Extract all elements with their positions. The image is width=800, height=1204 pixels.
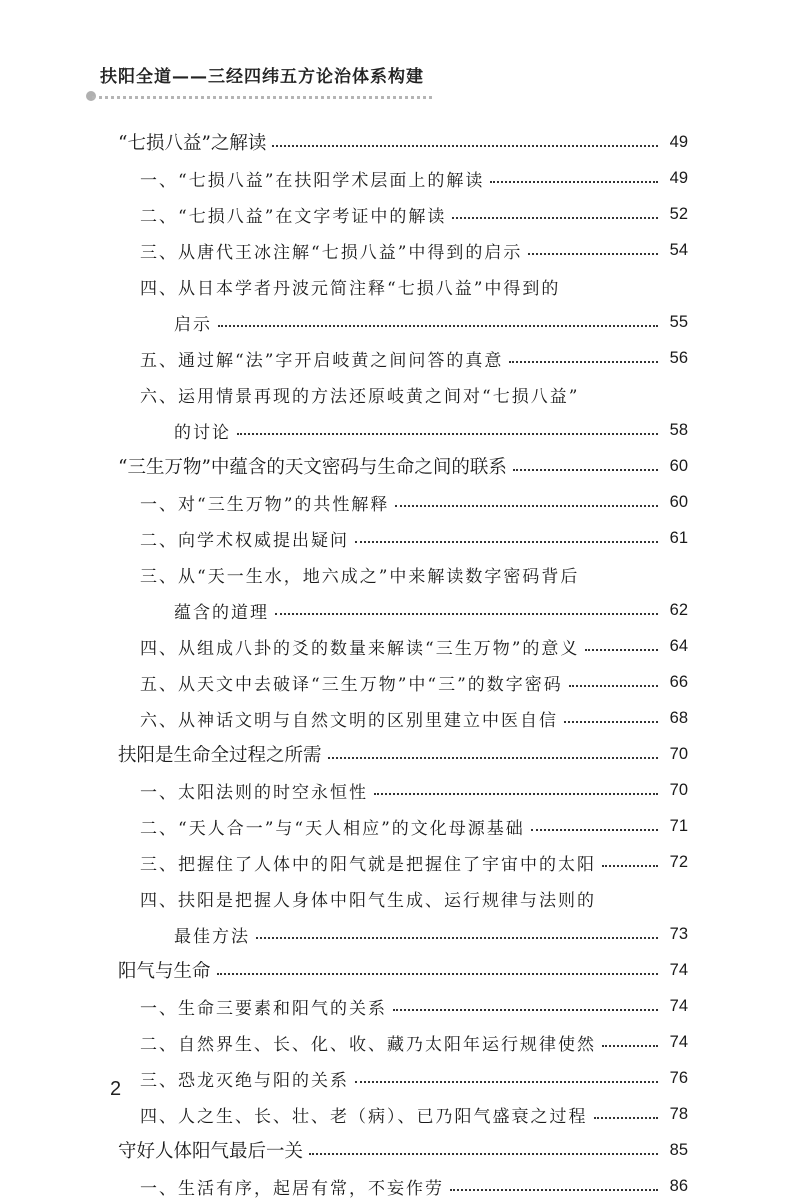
toc-section[interactable] bbox=[118, 1132, 688, 1168]
toc-entry-title: 五、通过解“法”字开启岐黄之间问答的真意 bbox=[140, 350, 504, 371]
toc-subsection[interactable] bbox=[118, 160, 688, 196]
toc-entry-title: 六、运用情景再现的方法还原岐黄之间对“七损八益” bbox=[140, 386, 580, 407]
leader-dots bbox=[450, 1188, 658, 1191]
leader-dots bbox=[328, 756, 658, 759]
toc-page-number: 58 bbox=[669, 420, 688, 439]
toc-subsection[interactable] bbox=[118, 844, 688, 880]
toc-entry-title: 阳气与生命 bbox=[118, 961, 211, 982]
toc-subsection[interactable] bbox=[118, 772, 688, 808]
toc-entry-title: 二、“七损八益”在文字考证中的解读 bbox=[140, 206, 447, 227]
leader-dots bbox=[513, 468, 658, 471]
leader-dots bbox=[452, 216, 658, 219]
toc-page-number: 70 bbox=[669, 780, 688, 799]
toc-entry-title: 三、从“天一生水，地六成之”中来解读数字密码背后 bbox=[140, 566, 580, 587]
toc-page-number: 54 bbox=[669, 240, 688, 259]
toc-page-number: 49 bbox=[669, 132, 688, 151]
toc-section[interactable] bbox=[118, 124, 688, 160]
table-of-contents bbox=[118, 124, 688, 1204]
toc-entry-title-continued: 启示 bbox=[174, 314, 212, 335]
leader-dots bbox=[569, 684, 658, 687]
leader-dots bbox=[602, 1044, 658, 1047]
leader-dots bbox=[564, 720, 658, 723]
toc-entry-title: “三生万物”中蕴含的天文密码与生命之间的联系 bbox=[118, 457, 507, 478]
leader-dots bbox=[272, 144, 658, 147]
toc-entry-title: 五、从天文中去破译“三生万物”中“三”的数字密码 bbox=[140, 674, 563, 695]
toc-page-number: 55 bbox=[669, 312, 688, 331]
leader-dots bbox=[355, 540, 658, 543]
toc-subsection[interactable] bbox=[118, 1096, 688, 1132]
leader-dots bbox=[275, 612, 658, 615]
toc-subsection[interactable] bbox=[118, 664, 688, 700]
toc-page-number: 72 bbox=[669, 852, 688, 871]
toc-entry-title: 一、生活有序，起居有常，不妄作劳 bbox=[140, 1178, 444, 1199]
toc-entry-title: 三、从唐代王冰注解“七损八益”中得到的启示 bbox=[140, 242, 523, 263]
leader-dots bbox=[355, 1080, 658, 1083]
leader-dots bbox=[602, 864, 658, 867]
toc-subsection[interactable] bbox=[118, 1024, 688, 1060]
toc-subsection[interactable] bbox=[118, 268, 688, 340]
toc-entry-title-continued: 蕴含的道理 bbox=[174, 602, 269, 623]
toc-subsection[interactable] bbox=[118, 808, 688, 844]
toc-entry-title: 一、太阳法则的时空永恒性 bbox=[140, 782, 368, 803]
toc-page-number: 86 bbox=[669, 1176, 688, 1195]
running-header bbox=[100, 62, 424, 92]
toc-subsection[interactable] bbox=[118, 484, 688, 520]
toc-page-number: 52 bbox=[669, 204, 688, 223]
toc-entry-title: 二、向学术权威提出疑问 bbox=[140, 530, 349, 551]
toc-page-number: 68 bbox=[669, 708, 688, 727]
toc-section[interactable] bbox=[118, 448, 688, 484]
toc-page-number: 60 bbox=[669, 456, 688, 475]
toc-entry-title: 六、从神话文明与自然文明的区别里建立中医自信 bbox=[140, 710, 558, 731]
toc-page-number: 49 bbox=[669, 168, 688, 187]
page-number: 2 bbox=[110, 1078, 122, 1100]
toc-page-number: 73 bbox=[669, 924, 688, 943]
toc-page-number: 85 bbox=[669, 1140, 688, 1159]
toc-entry-title: 扶阳是生命全过程之所需 bbox=[118, 745, 322, 766]
toc-entry-title: 一、生命三要素和阳气的关系 bbox=[140, 998, 387, 1019]
leader-dots bbox=[490, 180, 658, 183]
toc-subsection[interactable] bbox=[118, 1060, 688, 1096]
toc-entry-title: 二、自然界生、长、化、收、藏乃太阳年运行规律使然 bbox=[140, 1034, 596, 1055]
leader-dots bbox=[395, 504, 658, 507]
toc-entry-title: 二、“天人合一”与“天人相应”的文化母源基础 bbox=[140, 818, 525, 839]
toc-section[interactable] bbox=[118, 736, 688, 772]
toc-entry-title: 一、“七损八益”在扶阳学术层面上的解读 bbox=[140, 170, 485, 191]
toc-entry-title: 四、从日本学者丹波元简注释“七损八益”中得到的 bbox=[140, 278, 561, 299]
toc-page-number: 78 bbox=[669, 1104, 688, 1123]
toc-page-number: 61 bbox=[669, 528, 688, 547]
leader-dots bbox=[594, 1116, 659, 1119]
toc-page-number: 64 bbox=[669, 636, 688, 655]
toc-entry-title: 四、从组成八卦的爻的数量来解读“三生万物”的意义 bbox=[140, 638, 580, 659]
header-rule bbox=[92, 96, 432, 99]
toc-subsection[interactable] bbox=[118, 376, 688, 448]
toc-page-number: 60 bbox=[669, 492, 688, 511]
toc-entry-title: 守好人体阳气最后一关 bbox=[118, 1141, 304, 1162]
toc-entry-title: 一、对“三生万物”的共性解释 bbox=[140, 494, 390, 515]
toc-entry-title-continued: 的讨论 bbox=[174, 422, 231, 443]
toc-subsection[interactable] bbox=[118, 988, 688, 1024]
toc-subsection[interactable] bbox=[118, 1168, 688, 1204]
toc-subsection[interactable] bbox=[118, 232, 688, 268]
toc-subsection[interactable] bbox=[118, 700, 688, 736]
toc-page-number: 71 bbox=[669, 816, 688, 835]
leader-dots bbox=[393, 1008, 658, 1011]
toc-entry-title: 三、恐龙灭绝与阳的关系 bbox=[140, 1070, 349, 1091]
leader-dots bbox=[217, 972, 658, 975]
leader-dots bbox=[309, 1152, 658, 1155]
book-subtitle: 三经四纬五方论治体系构建 bbox=[208, 67, 424, 87]
leader-dots bbox=[218, 324, 658, 327]
toc-entry-title: “七损八益”之解读 bbox=[118, 133, 267, 154]
toc-page-number: 70 bbox=[669, 744, 688, 763]
toc-subsection[interactable] bbox=[118, 520, 688, 556]
toc-page-number: 62 bbox=[669, 600, 688, 619]
toc-section[interactable] bbox=[118, 952, 688, 988]
toc-subsection[interactable] bbox=[118, 880, 688, 952]
toc-entry-title-continued: 最佳方法 bbox=[174, 926, 250, 947]
toc-subsection[interactable] bbox=[118, 196, 688, 232]
toc-page-number: 74 bbox=[669, 996, 688, 1015]
toc-subsection[interactable] bbox=[118, 340, 688, 376]
leader-dots bbox=[237, 432, 658, 435]
toc-entry-title: 四、人之生、长、壮、老（病）、已乃阳气盛衰之过程 bbox=[140, 1106, 588, 1127]
leader-dots bbox=[585, 648, 658, 651]
book-title: 扶阳全道 bbox=[100, 67, 172, 87]
leader-dots bbox=[528, 252, 658, 255]
leader-dots bbox=[374, 792, 658, 795]
leader-dots bbox=[509, 360, 658, 363]
toc-subsection[interactable] bbox=[118, 556, 688, 628]
leader-dots bbox=[531, 828, 658, 831]
toc-page-number: 56 bbox=[669, 348, 688, 367]
header-dash: —— bbox=[172, 67, 208, 87]
toc-subsection[interactable] bbox=[118, 628, 688, 664]
toc-page-number: 76 bbox=[669, 1068, 688, 1087]
toc-page-number: 74 bbox=[669, 960, 688, 979]
toc-entry-title: 四、扶阳是把握人身体中阳气生成、运行规律与法则的 bbox=[140, 890, 596, 911]
toc-entry-title: 三、把握住了人体中的阳气就是把握住了宇宙中的太阳 bbox=[140, 854, 596, 875]
toc-page-number: 74 bbox=[669, 1032, 688, 1051]
toc-page-number: 66 bbox=[669, 672, 688, 691]
leader-dots bbox=[256, 936, 658, 939]
